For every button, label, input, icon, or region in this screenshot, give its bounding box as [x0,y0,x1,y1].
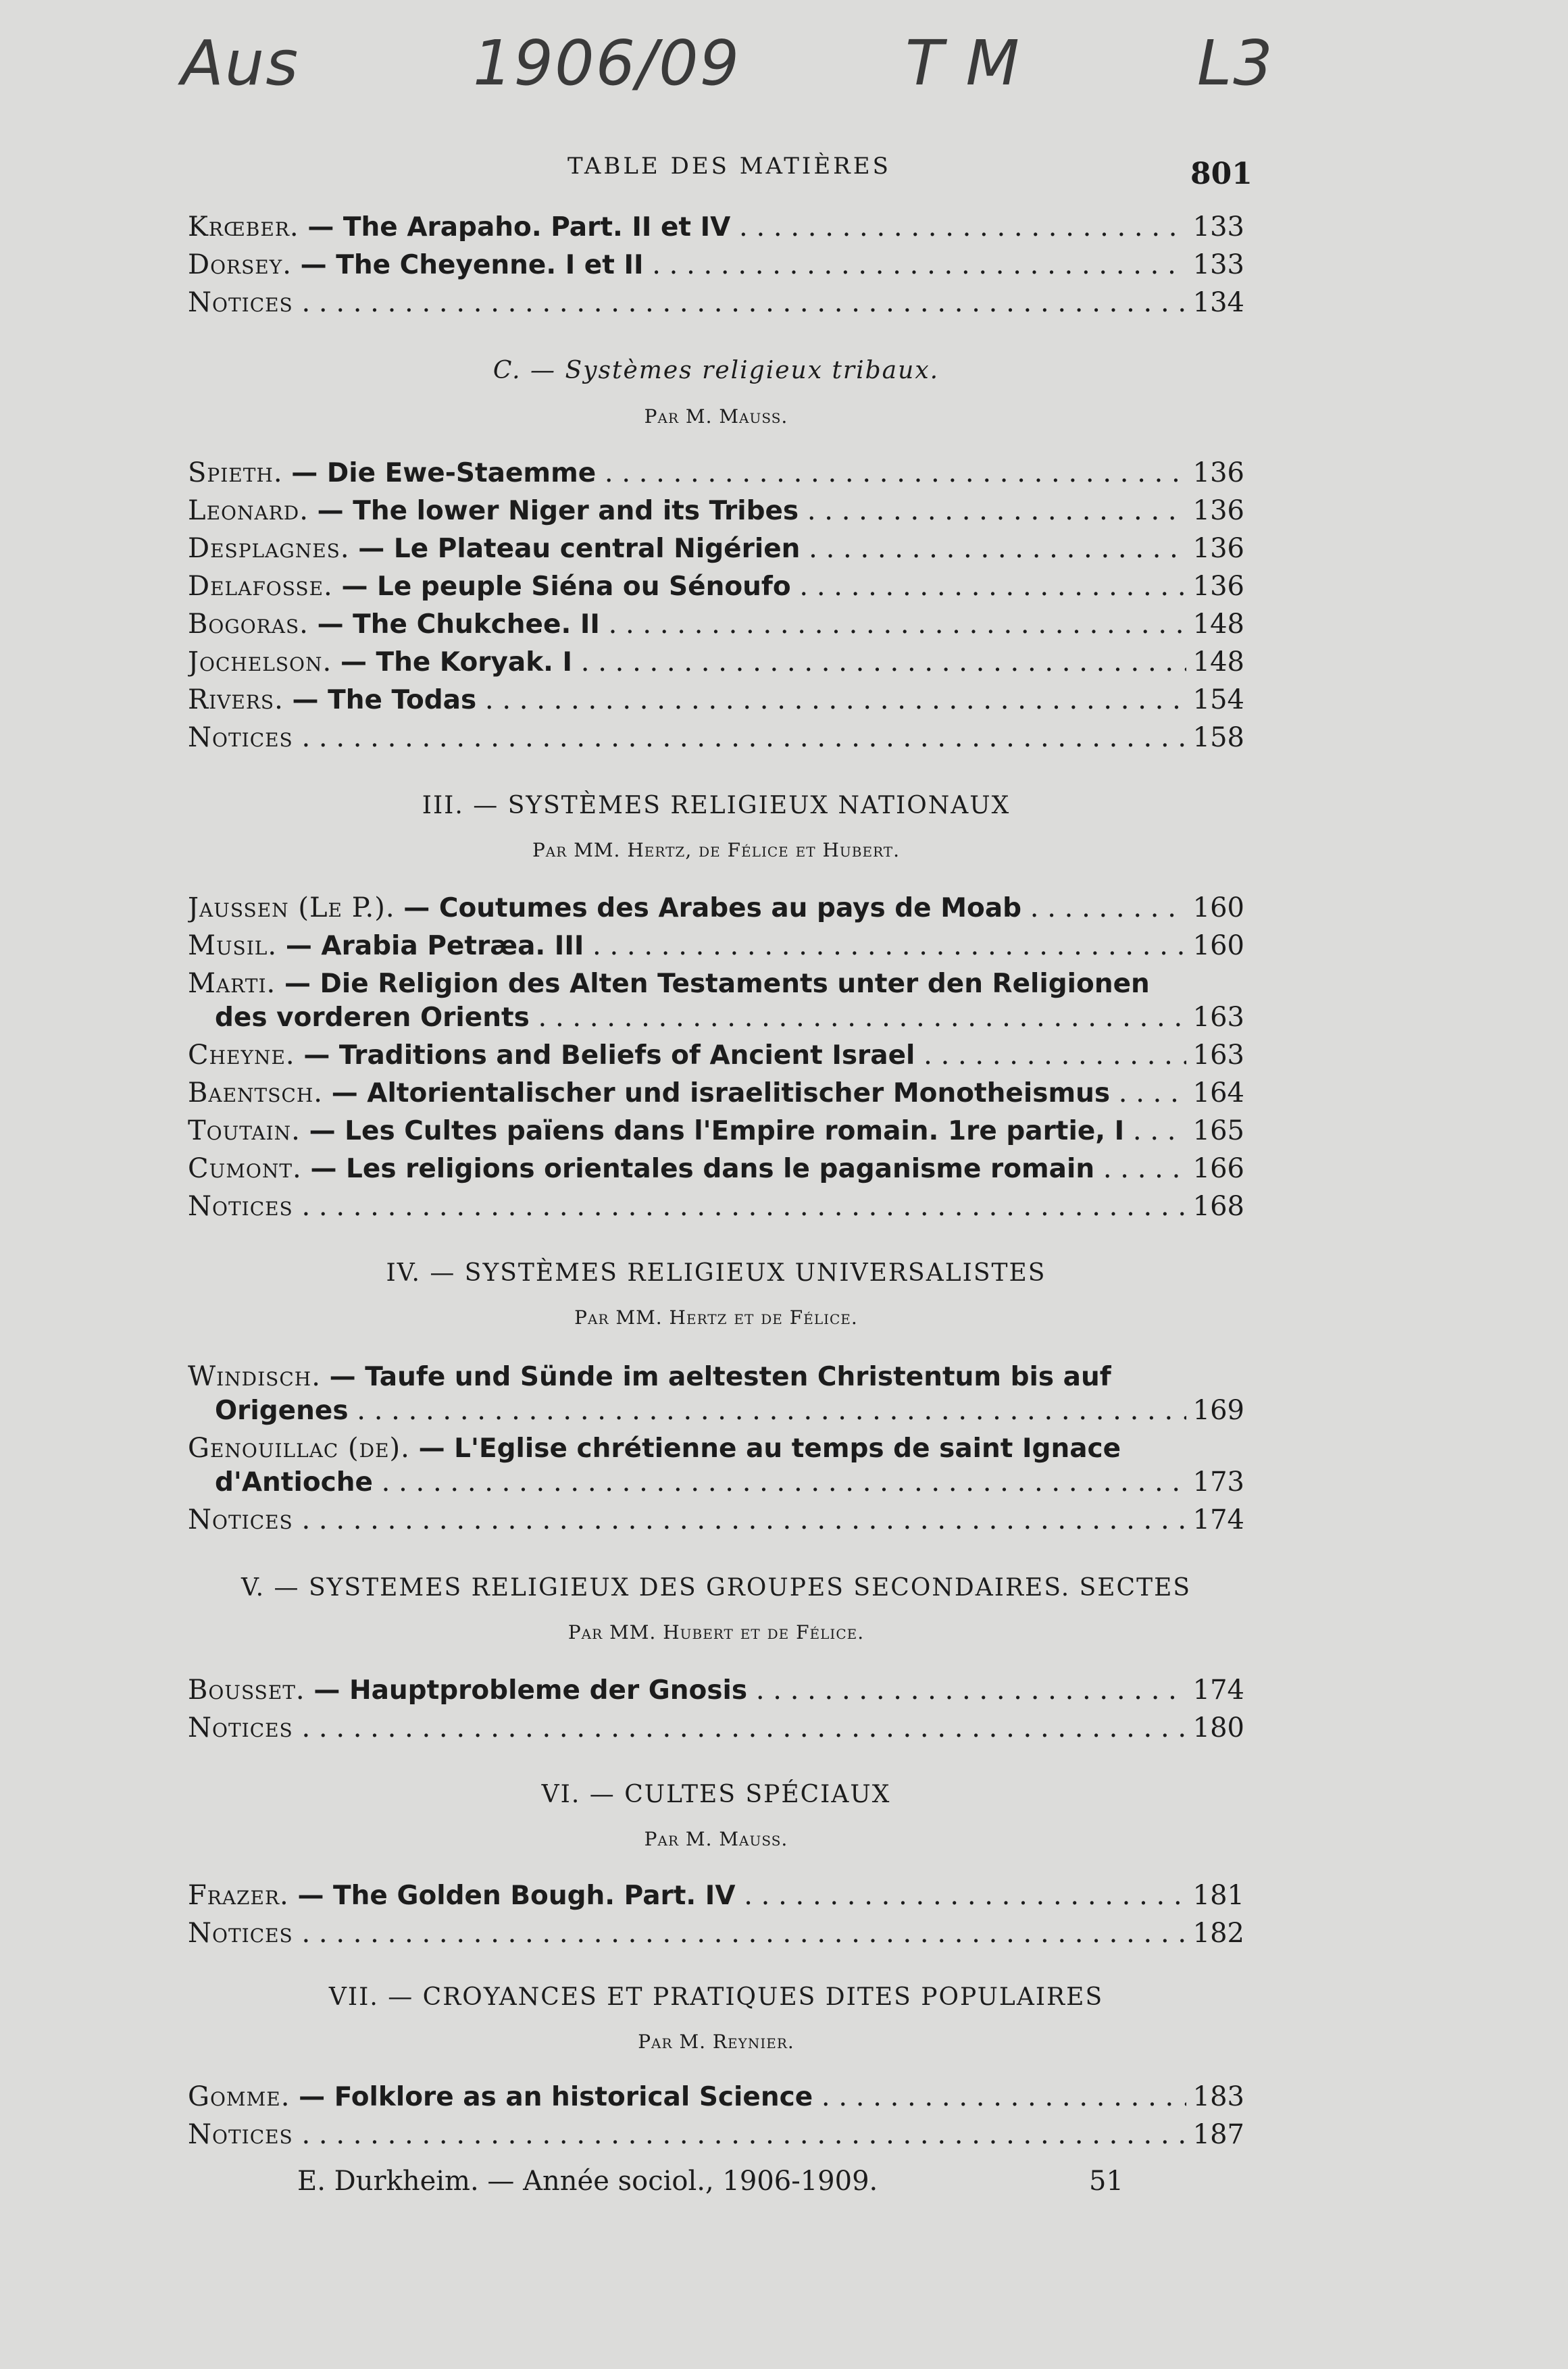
toc-block [188,454,1244,757]
page-ref: 165 [1192,1115,1244,1146]
handwritten-note: 1906/09 [473,27,741,99]
footer-sheet-number: 51 [1089,2166,1123,2197]
page-ref: 160 [1192,930,1244,961]
toc-block [188,2078,1244,2154]
toc-entry: Delafosse. — Le peuple Siéna ou Sénoufo . . . 136 [188,567,1244,605]
page-ref: 136 [1192,533,1244,564]
section-contributors: Par M. Mauss. [644,405,788,428]
toc-entry: Rivers. — The Todas . . . 154 [188,681,1244,719]
toc-entry: Dorsey. — The Cheyenne. I et II . . . 133 [188,246,1244,284]
section-contributors: Par MM. Hubert et de Félice. [567,1621,865,1644]
page-ref: 136 [1192,495,1244,526]
page-ref: 133 [1192,249,1244,280]
toc-entry: Spieth. — Die Ewe-Staemme . . . 136 [188,454,1244,492]
toc-entry: Genouillac (de). — L'Eglise chrétienne au temps de saint Ignace d'Antioche . . . 173 [188,1429,1244,1501]
toc-entry: Gomme. — Folklore as an historical Science . . . 183 [188,2078,1244,2116]
toc-entry: Bousset. — Hauptprobleme der Gnosis . . . 174 [188,1671,1244,1709]
page-ref: 154 [1192,684,1244,715]
page-ref: 181 [1192,1880,1244,1911]
toc-entry: Baentsch. — Altorientalischer und israelitischer Monotheismus . . . 164 [188,1074,1244,1112]
section-heading: V. — SYSTEMES RELIGIEUX DES GROUPES SECONDAIRES. SECTES [241,1574,1192,1602]
toc-block [188,208,1244,322]
section-contributors: Par MM. Hertz, de Félice et Hubert. [532,839,901,861]
section-heading: VI. — CULTES SPÉCIAUX [541,1781,891,1808]
footer-signature: E. Durkheim. — Année sociol., 1906-1909. [297,2166,878,2197]
toc-entry: Cumont. — Les religions orientales dans le paganisme romain . . . 166 [188,1150,1244,1188]
page-ref: 158 [1192,722,1244,753]
toc-block [188,1877,1244,1952]
toc-entry: Jochelson. — The Koryak. I . . . 148 [188,643,1244,681]
page-ref: 163 [1192,1040,1244,1071]
section-heading: VII. — CROYANCES ET PRATIQUES DITES POPULAIRES [328,1983,1104,2011]
page-ref: 183 [1192,2081,1244,2112]
section-heading: C. — Systèmes religieux tribaux. [492,357,940,384]
page-ref: 173 [1192,1467,1244,1498]
section-contributors: Par MM. Hertz et de Félice. [574,1306,858,1329]
page-ref: 174 [1192,1504,1244,1535]
toc-block [188,1671,1244,1747]
toc-block [188,889,1244,1225]
handwritten-note: Aus [181,27,300,99]
page-ref: 148 [1192,609,1244,640]
toc-entry: Marti. — Die Religion des Alten Testaments unter den Religionen des vorderen Orients . . . 163 [188,965,1244,1036]
page-ref: 187 [1192,2119,1244,2150]
page-ref: 168 [1192,1191,1244,1222]
toc-entry: Notices . . . 174 [188,1501,1244,1539]
toc-entry: Musil. — Arabia Petræa. III . . . 160 [188,927,1244,965]
page-ref: 182 [1192,1918,1244,1949]
toc-entry: Notices . . . 180 [188,1709,1244,1747]
handwritten-note: L3 [1197,27,1274,99]
page-ref: 136 [1192,457,1244,488]
toc-entry: Windisch. — Taufe und Sünde im aeltesten Christentum bis auf Origenes . . . 169 [188,1358,1244,1429]
page-ref: 169 [1192,1395,1244,1426]
page-ref: 180 [1192,1712,1244,1743]
page-ref: 163 [1192,1002,1244,1033]
handwritten-note: T M [905,27,1021,99]
section-heading: III. — SYSTÈMES RELIGIEUX NATIONAUX [422,792,1011,819]
section-heading: IV. — SYSTÈMES RELIGIEUX UNIVERSALISTES [386,1259,1046,1287]
running-title: TABLE DES MATIÈRES [567,153,891,180]
toc-entry: Notices . . . 158 [188,719,1244,757]
page-ref: 133 [1192,211,1244,243]
toc-entry: Leonard. — The lower Niger and its Tribes . . . 136 [188,492,1244,530]
toc-entry: Notices . . . 134 [188,284,1244,322]
page-ref: 166 [1192,1153,1244,1184]
section-contributors: Par M. Mauss. [644,1828,788,1850]
toc-entry: Notices . . . 187 [188,2116,1244,2154]
toc-entry: Jaussen (Le P.). — Coutumes des Arabes au pays de Moab . . . 160 [188,889,1244,927]
page-ref: 174 [1192,1675,1244,1706]
toc-entry: Bogoras. — The Chukchee. II . . . 148 [188,605,1244,643]
page-ref: 164 [1192,1077,1244,1109]
toc-entry: Krœber. — The Arapaho. Part. II et IV . . . 133 [188,208,1244,246]
toc-entry: Notices . . . 182 [188,1914,1244,1952]
toc-entry: Desplagnes. — Le Plateau central Nigérien . . . 136 [188,530,1244,567]
toc-entry: Frazer. — The Golden Bough. Part. IV . . . 181 [188,1877,1244,1914]
section-contributors: Par M. Reynier. [638,2031,794,2053]
page-ref: 134 [1192,287,1244,318]
toc-block [188,1358,1244,1539]
page-ref: 160 [1192,892,1244,923]
page-ref: 136 [1192,571,1244,602]
toc-entry: Cheyne. — Traditions and Beliefs of Ancient Israel . . . 163 [188,1036,1244,1074]
page-ref: 148 [1192,646,1244,678]
toc-entry: Notices . . . 168 [188,1188,1244,1225]
toc-entry: Toutain. — Les Cultes païens dans l'Empire romain. 1re partie, I . . . 165 [188,1112,1244,1150]
page-number: 801 [1190,157,1253,191]
